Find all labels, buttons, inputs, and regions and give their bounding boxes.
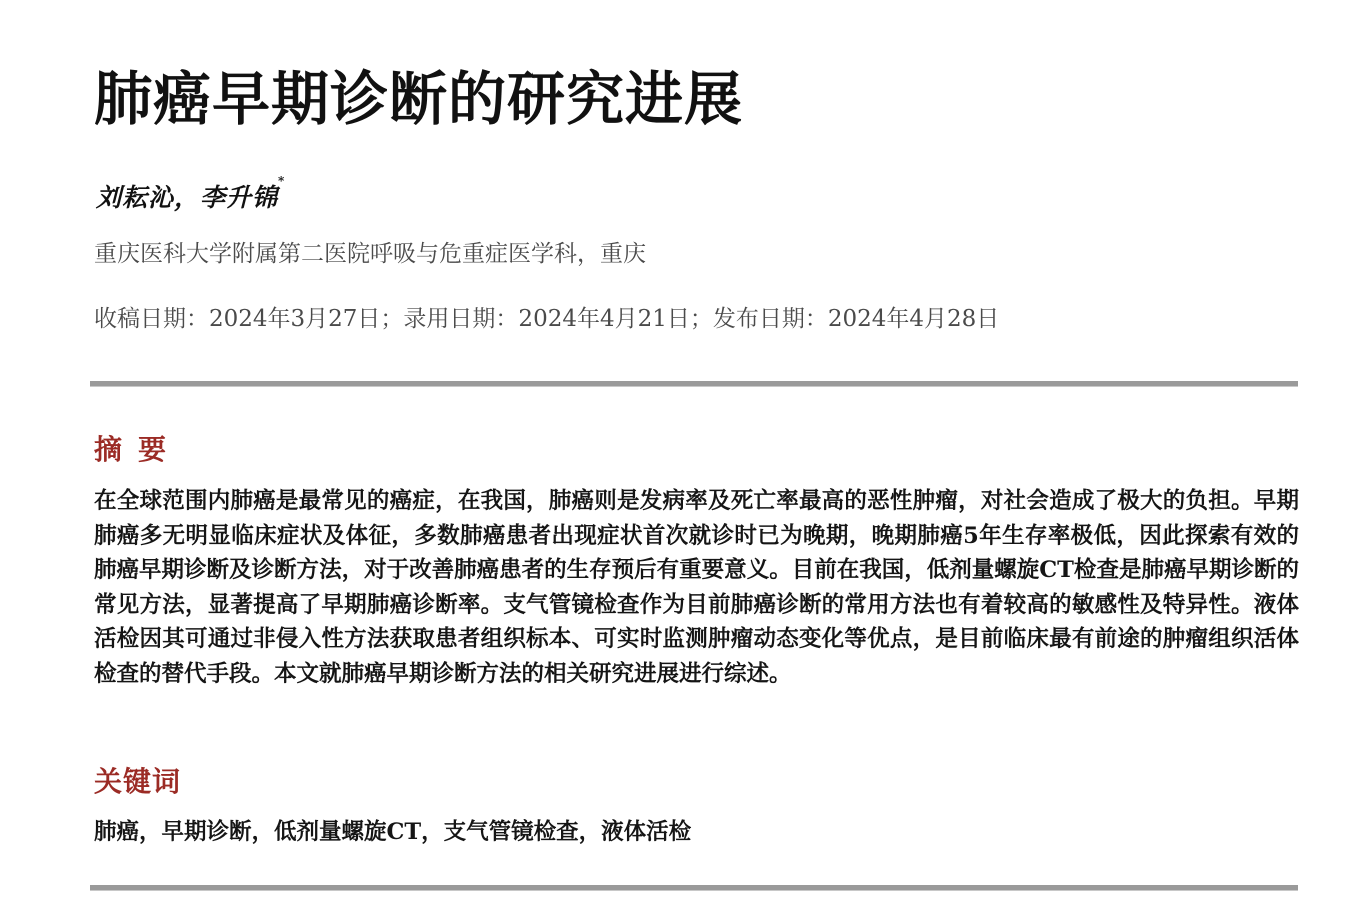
corresponding-author-mark: * xyxy=(278,174,286,188)
abstract-text: 在全球范围内肺癌是最常见的癌症，在我国，肺癌则是发病率及死亡率最高的恶性肿瘤，对社会造成了极大的负担。早期肺癌多无明显临床症状及体征，多数肺癌患者出现症状首次就诊时已为晚期，晚期肺癌5年生存率极低，因此探索有效的肺癌早期诊断及诊断方法，对于改善肺癌患者的生存预后有重要意义。目前在我国，低剂量螺旋CT检查是肺癌早期诊断的常见方法，显著提高了早期肺癌诊断率。支气管镜检查作为目前肺癌诊断的常用方法也有着较高的敏感性及特异性。液体活检因其可通过非侵入性方法获取患者组织标本、可实时监测肿瘤动态变化等优点，是目前临床最有前途的肿瘤组织活体检查的替代手段。本文就肺癌早期诊断方法的相关研究进展进行综述。 xyxy=(94,488,1299,687)
abstract-heading: 摘要 xyxy=(94,433,183,466)
keywords-text: 肺癌，早期诊断，低剂量螺旋CT，支气管镜检查，液体活检 xyxy=(94,819,692,845)
author-affiliation: 重庆医科大学附属第二医院呼吸与危重症医学科，重庆 xyxy=(94,241,646,267)
publication-dates: 收稿日期：2024年3月27日；录用日期：2024年4月21日；发布日期：2024年4月28日 xyxy=(94,306,1000,332)
paper-title: 肺癌早期诊断的研究进展 xyxy=(94,65,744,133)
section-divider-bottom xyxy=(90,885,1298,891)
keywords-heading: 关键词 xyxy=(94,765,182,798)
author-list xyxy=(96,174,286,214)
author-names: 刘耘沁，李升锦 xyxy=(96,183,279,212)
section-divider-top xyxy=(90,381,1298,387)
